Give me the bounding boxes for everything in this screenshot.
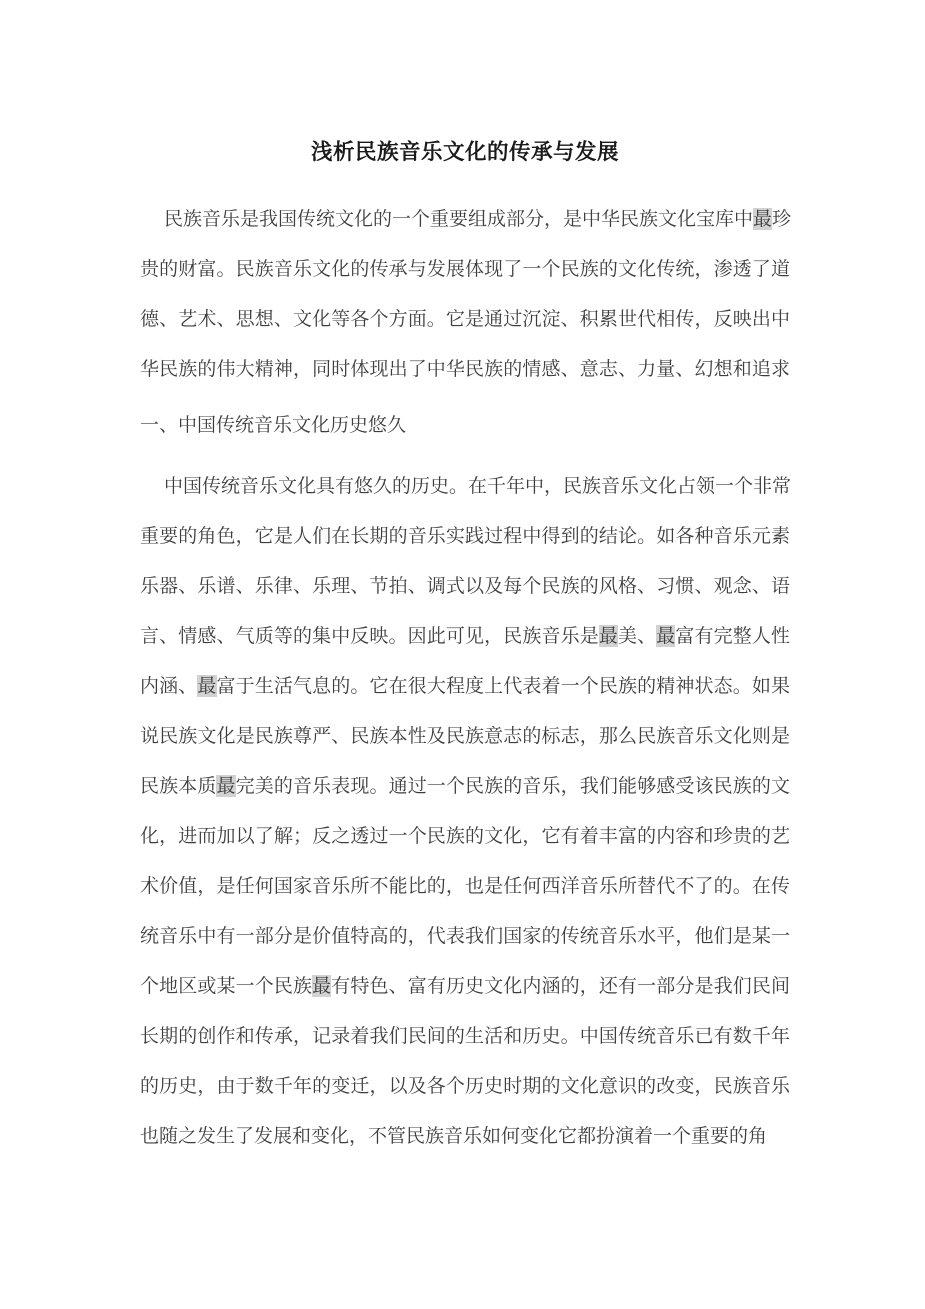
text-line: 民族本质最完美的音乐表现。通过一个民族的音乐，我们能够感受该民族的文 [140, 775, 790, 797]
highlighted-character: 最 [216, 775, 236, 797]
text-line: 华民族的伟大精神，同时体现出了中华民族的情感、意志、力量、幻想和追求 [140, 358, 790, 380]
text-line: 个地区或某一个民族最有特色、富有历史文化内涵的，还有一部分是我们民间 [140, 975, 790, 997]
highlighted-character: 最 [656, 625, 676, 647]
highlighted-character: 最 [598, 625, 618, 647]
text-line: 民族音乐是我国传统文化的一个重要组成部分，是中华民族文化宝库中最珍 [164, 208, 792, 230]
text-line: 言、情感、气质等的集中反映。因此可见，民族音乐是最美、最富有完整人性 [140, 625, 790, 647]
text-line: 术价值，是任何国家音乐所不能比的，也是任何西洋音乐所替代不了的。在传 [140, 875, 790, 897]
highlighted-character: 最 [312, 975, 332, 997]
text-line: 贵的财富。民族音乐文化的传承与发展体现了一个民族的文化传统，渗透了道 [140, 258, 790, 280]
text-line: 长期的创作和传承，记录着我们民间的生活和历史。中国传统音乐已有数千年 [140, 1025, 790, 1047]
text-line: 内涵、最富于生活气息的。它在很大程度上代表着一个民族的精神状态。如果 [140, 675, 790, 697]
text-line: 化，进而加以了解；反之透过一个民族的文化，它有着丰富的内容和珍贵的艺 [140, 825, 790, 847]
section-heading-1: 一、中国传统音乐文化历史悠久 [140, 414, 407, 436]
text-line: 也随之发生了发展和变化，不管民族音乐如何变化它都扮演着一个重要的角 [140, 1125, 768, 1147]
paragraph-2 [140, 461, 790, 1161]
highlighted-character: 最 [197, 675, 217, 697]
text-line: 重要的角色，它是人们在长期的音乐实践过程中得到的结论。如各种音乐元素 [140, 525, 790, 547]
document-title: 浅析民族音乐文化的传承与发展 [310, 140, 619, 165]
text-line: 乐器、乐谱、乐律、乐理、节拍、调式以及每个民族的风格、习惯、观念、语 [140, 575, 790, 597]
text-line: 德、艺术、思想、文化等各个方面。它是通过沉淀、积累世代相传，反映出中 [140, 308, 790, 330]
text-line: 说民族文化是民族尊严、民族本性及民族意志的标志，那么民族音乐文化则是 [140, 725, 790, 747]
text-line: 的历史，由于数千年的变迁，以及各个历史时期的文化意识的改变，民族音乐 [140, 1075, 790, 1097]
highlighted-character: 最 [753, 208, 773, 230]
paragraph-1 [140, 194, 790, 394]
text-line: 统音乐中有一部分是价值特高的，代表我们国家的传统音乐水平，他们是某一 [140, 925, 790, 947]
text-line: 中国传统音乐文化具有悠久的历史。在千年中，民族音乐文化占领一个非常 [164, 475, 792, 497]
